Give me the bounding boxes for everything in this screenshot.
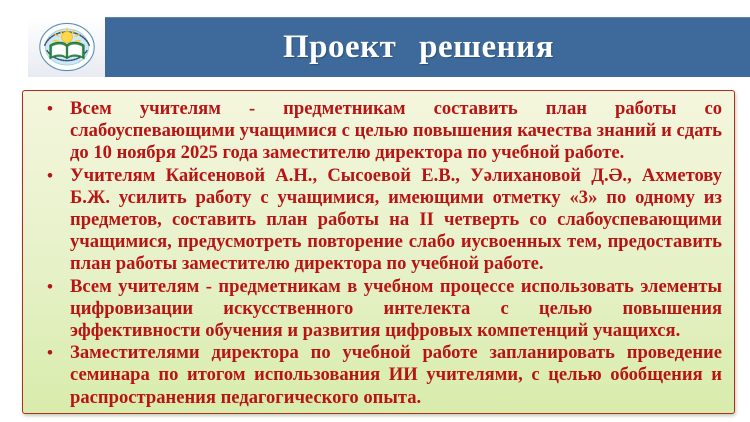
list-item-text: Учителям Кайсеновой А.Н., Сысоевой Е.В., Уәлихановой Д.Ә., Ахметову Б.Ж. усилить работу с учащимися, имеющими отметку «3» по одному из предметов, составить план работы на II четверть со слабоуспевающими учащимися, предусмотреть повторение слабо иусвоенных тем, предоставить план работы заместителю директора по учебной работе. [70,164,722,275]
bullet-dot-icon: • [47,343,53,363]
list-item [37,276,724,343]
bullet-dot-icon: • [47,276,53,296]
list-item [37,165,724,276]
page-title: Проект решения [282,28,555,65]
logo-tile [28,17,105,77]
list-item [37,342,724,409]
decision-list [37,98,724,409]
school-emblem-icon [38,21,96,73]
list-item-text: Всем учителям - предметникам в учебном процессе использовать элементы цифровизации искусственного интелекта с целью повышения эффективности обучения и развития цифровых компетенций учащихся. [70,275,722,342]
title-bar [105,17,750,77]
bullet-dot-icon: • [47,165,53,185]
open-book-icon [49,42,83,59]
header-bar [28,17,750,77]
decision-box [22,90,735,414]
list-item-text: Заместителями директора по учебной работе запланировать проведение семинара по итогом использования ИИ учителями, с целью обобщения и распространения педагогического опыта. [70,342,722,408]
list-item-text: Всем учителям - предметникам составить план работы со слабоуспевающими учащимися с целью повышения качества знаний и сдать до 10 ноября 2025 года заместителю директора по учебной работе. [70,98,722,164]
list-item [37,98,724,165]
bullet-dot-icon: • [47,99,53,118]
